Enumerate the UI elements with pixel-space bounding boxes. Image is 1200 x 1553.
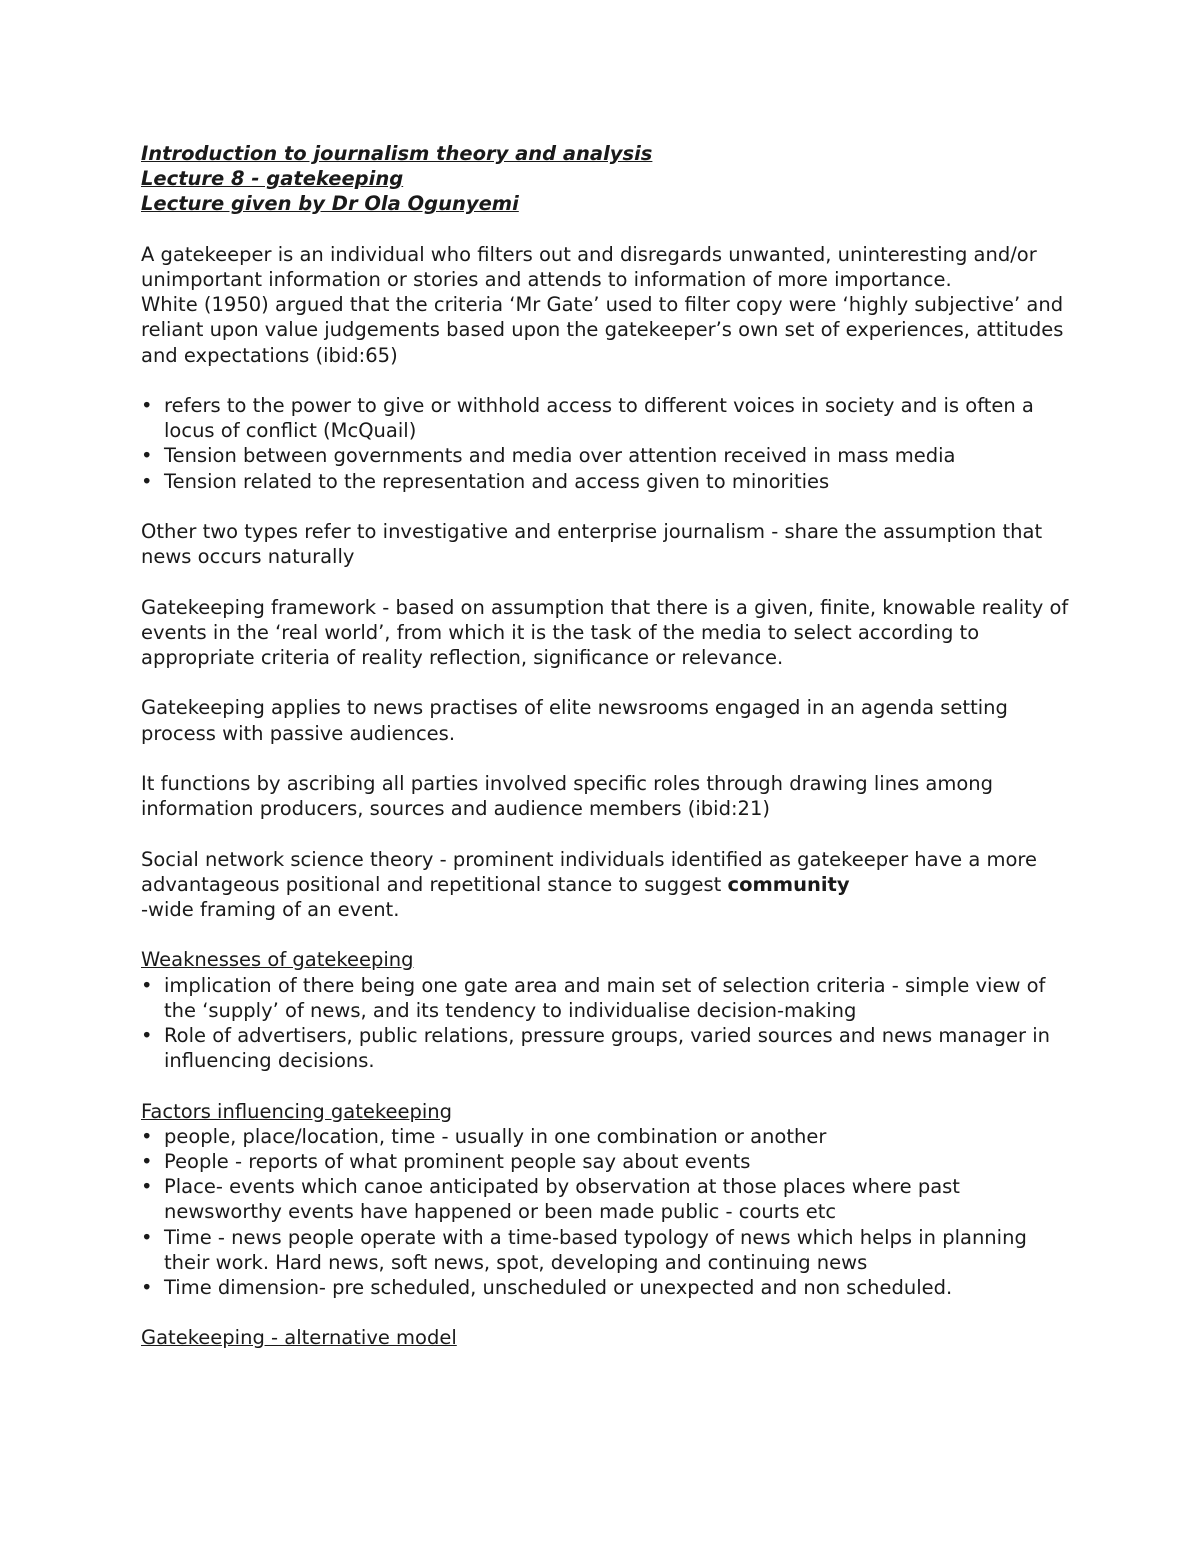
list-item xyxy=(141,443,1071,468)
social-text-end: -wide framing of an event. xyxy=(141,897,400,921)
spacer xyxy=(141,922,1071,947)
bullet-icon: • xyxy=(141,1124,153,1148)
list-item-text: Role of advertisers, public relations, pressure groups, varied sources and news manager in influencing decisions. xyxy=(164,1023,1051,1073)
course-title: Introduction to journalism theory and analysis xyxy=(141,142,653,165)
other-types-paragraph: Other two types refer to investigative and enterprise journalism - share the assumption that news occurs naturally xyxy=(141,520,1043,569)
social-text-start: Social network science theory - prominent individuals identified as gatekeeper have a more advantageous positional and repetitional stance to suggest xyxy=(141,847,1037,896)
weaknesses-heading: Weaknesses of gatekeeping xyxy=(141,948,414,972)
list-item xyxy=(141,1174,1071,1224)
bullet-icon: • xyxy=(141,444,153,468)
list-item-text: implication of there being one gate area and main set of selection criteria - simple view of the ‘supply’ of news, and its tendency to individualise decision-making xyxy=(164,973,1046,1022)
list-item-text: Time - news people operate with a time-based typology of news which helps in planning their work. Hard news, soft news, spot, developing and continuing news xyxy=(164,1225,1027,1274)
bullet-icon: • xyxy=(141,394,153,417)
list-item xyxy=(141,1275,1071,1300)
list-item-text: refers to the power to give or withhold access to different voices in society and is often a locus of conflict (McQuail) xyxy=(164,394,1034,443)
spacer xyxy=(141,494,1071,519)
bullet-icon: • xyxy=(141,1225,153,1249)
framework-paragraph: Gatekeeping framework - based on assumption that there is a given, finite, knowable reality of events in the ‘real world’, from which it is the task of the media to select according to appropriate criteria of reality reflection, significance or relevance. xyxy=(141,595,1069,669)
list-item-text: Place- events which canoe anticipated by observation at those places where past newsworthy events have happened or been made public - courts etc xyxy=(164,1175,960,1224)
list-item-text: Tension between governments and media over attention received in mass media xyxy=(164,444,956,468)
bullet-icon: • xyxy=(141,1023,153,1047)
list-item xyxy=(141,393,1071,443)
list-item-text: People - reports of what prominent people say about events xyxy=(164,1149,751,1173)
lecturer-line: Lecture given by Dr Ola Ogunyemi xyxy=(141,192,519,216)
list-item xyxy=(141,469,1071,494)
lecture-title: Lecture 8 - gatekeeping xyxy=(141,167,404,191)
spacer xyxy=(141,569,1071,594)
bullet-icon: • xyxy=(141,1175,153,1199)
document-page xyxy=(141,141,1071,1351)
spacer xyxy=(141,821,1071,846)
alt-model-heading: Gatekeeping - alternative model xyxy=(141,1326,457,1350)
definition-paragraph: A gatekeeper is an individual who filters out and disregards unwanted, uninteresting and/or unimportant information or stories and attends to information of more importance. xyxy=(141,242,1037,291)
spacer xyxy=(141,368,1071,393)
factors-heading: Factors influencing gatekeeping xyxy=(141,1099,452,1123)
spacer xyxy=(141,670,1071,695)
list-item-text: Tension related to the representation and access given to minorities xyxy=(164,469,830,493)
points-list xyxy=(141,393,1071,494)
social-bold-word: community xyxy=(727,872,850,896)
list-item xyxy=(141,1023,1071,1073)
white-paragraph: White (1950) argued that the criteria ‘Mr Gate’ used to filter copy were ‘highly subjective’ and reliant upon value judgements based upon the gatekeeper’s own set of experiences, attitudes and expectations (ibid:65) xyxy=(141,293,1064,367)
spacer xyxy=(141,746,1071,771)
weaknesses-list xyxy=(141,973,1071,1074)
factors-list xyxy=(141,1124,1071,1300)
functions-paragraph: It functions by ascribing all parties involved specific roles through drawing lines among information producers, sources and audience members (ibid:21) xyxy=(141,771,994,821)
list-item-text: people, place/location, time - usually in one combination or another xyxy=(164,1124,827,1148)
bullet-icon: • xyxy=(141,1276,153,1299)
list-item xyxy=(141,1149,1071,1174)
list-item xyxy=(141,1225,1071,1275)
spacer xyxy=(141,217,1071,242)
applies-paragraph: Gatekeeping applies to news practises of elite newsrooms engaged in an agenda setting process with passive audiences. xyxy=(141,696,1008,745)
bullet-icon: • xyxy=(141,973,153,997)
bullet-icon: • xyxy=(141,469,153,493)
list-item xyxy=(141,973,1071,1023)
spacer xyxy=(141,1073,1071,1098)
list-item xyxy=(141,1124,1071,1149)
social-network-paragraph xyxy=(141,847,1071,923)
list-item-text: Time dimension- pre scheduled, unscheduled or unexpected and non scheduled. xyxy=(164,1276,953,1299)
spacer xyxy=(141,1300,1071,1325)
bullet-icon: • xyxy=(141,1149,153,1173)
